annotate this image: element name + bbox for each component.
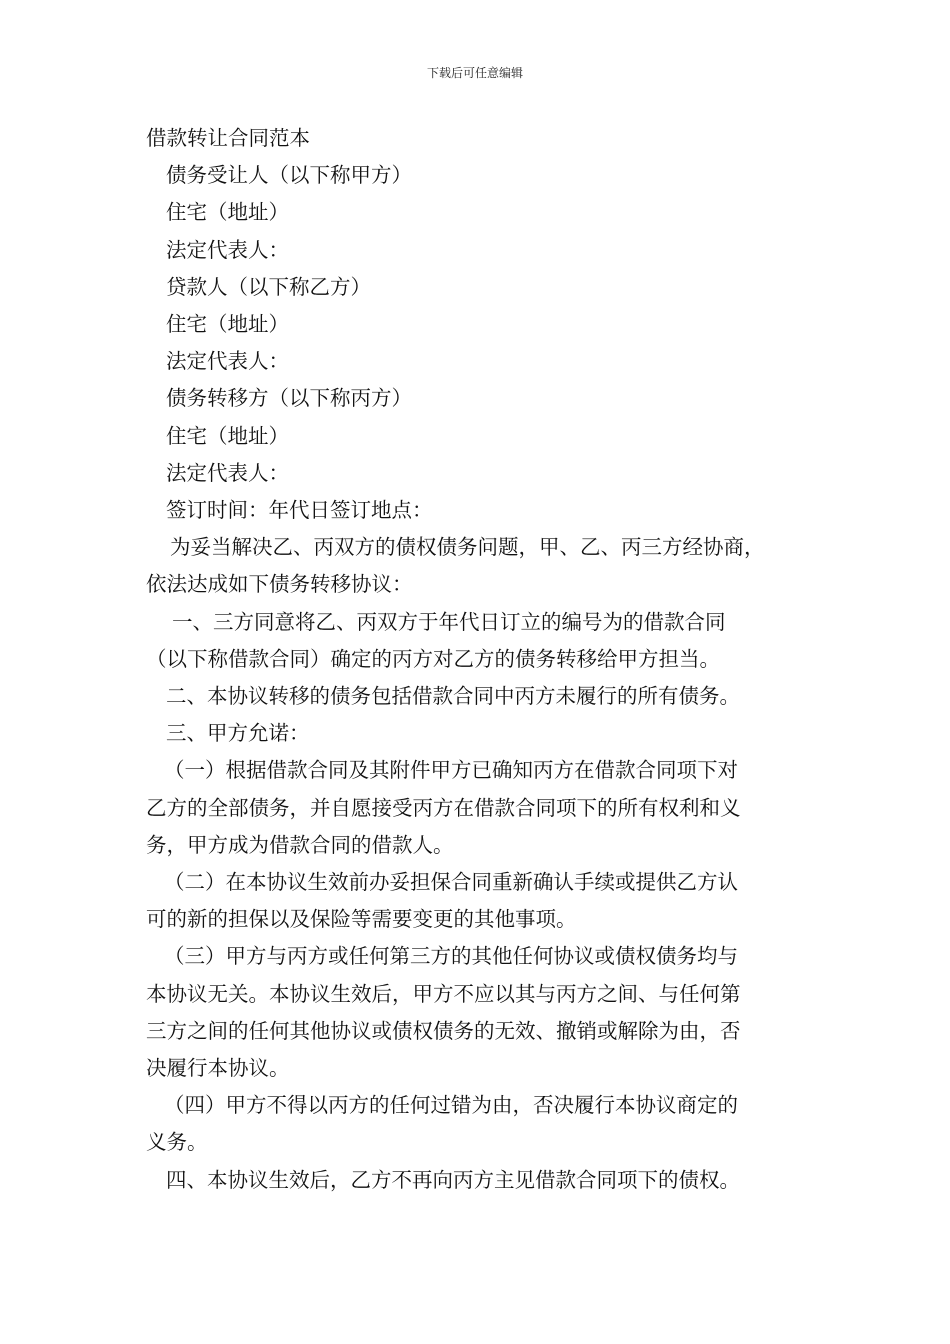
clause-3-4-line: （四）甲方不得以丙方的任何过错为由，否决履行本协议商定的: [164, 1093, 738, 1118]
clause-3-1-line: 务，甲方成为借款合同的借款人。: [146, 832, 454, 857]
clause-3-2-line: 可的新的担保以及保险等需要变更的其他事项。: [146, 907, 577, 932]
clause-1-line: 一、三方同意将乙、丙双方于年代日订立的编号为的借款合同: [172, 609, 726, 634]
clause-3-1-line: （一）根据借款合同及其附件甲方已确知丙方在借款合同项下对: [164, 758, 738, 783]
party-a-label: 债务受让人（以下称甲方）: [166, 163, 412, 188]
page-header-note: 下载后可任意编辑: [426, 66, 523, 80]
clause-3-3-line: 本协议无关。本协议生效后，甲方不应以其与丙方之间、与任何第: [146, 981, 741, 1006]
clause-3-3-line: 决履行本协议。: [146, 1056, 290, 1081]
party-a-address: 住宅（地址）: [166, 200, 289, 225]
clause-3-2-line: （二）在本协议生效前办妥担保合同重新确认手续或提供乙方认: [164, 870, 738, 895]
party-b-label: 贷款人（以下称乙方）: [166, 274, 371, 299]
document-body: [146, 120, 810, 1199]
preamble-line: 为妥当解决乙、丙双方的债权债务问题，甲、乙、丙三方经协商，: [170, 535, 765, 560]
clause-3-3-line: （三）甲方与丙方或任何第三方的其他任何协议或债权债务均与: [164, 944, 738, 969]
party-b-address: 住宅（地址）: [166, 312, 289, 337]
party-c-representative: 法定代表人：: [166, 460, 289, 485]
clause-4-line: 四、本协议生效后，乙方不再向丙方主见借款合同项下的债权。: [166, 1167, 740, 1192]
signing-info: 签订时间：年代日签订地点：: [166, 498, 433, 523]
clause-3-3-line: 三方之间的任何其他协议或债权债务的无效、撤销或解除为由，否: [146, 1018, 741, 1043]
party-c-address: 住宅（地址）: [166, 423, 289, 448]
clause-3-heading: 三、甲方允诺：: [166, 721, 310, 746]
clause-1-line: （以下称借款合同）确定的丙方对乙方的债务转移给甲方担当。: [146, 646, 720, 671]
party-a-representative: 法定代表人：: [166, 237, 289, 262]
document-title: 借款转让合同范本: [146, 126, 310, 150]
preamble-line: 依法达成如下债务转移协议：: [146, 572, 413, 597]
clause-2-line: 二、本协议转移的债务包括借款合同中丙方未履行的所有债务。: [166, 684, 740, 709]
party-c-label: 债务转移方（以下称丙方）: [166, 386, 412, 411]
party-b-representative: 法定代表人：: [166, 349, 289, 374]
clause-3-1-line: 乙方的全部债务，并自愿接受丙方在借款合同项下的所有权利和义: [146, 795, 741, 820]
clause-3-4-line: 义务。: [146, 1130, 208, 1155]
